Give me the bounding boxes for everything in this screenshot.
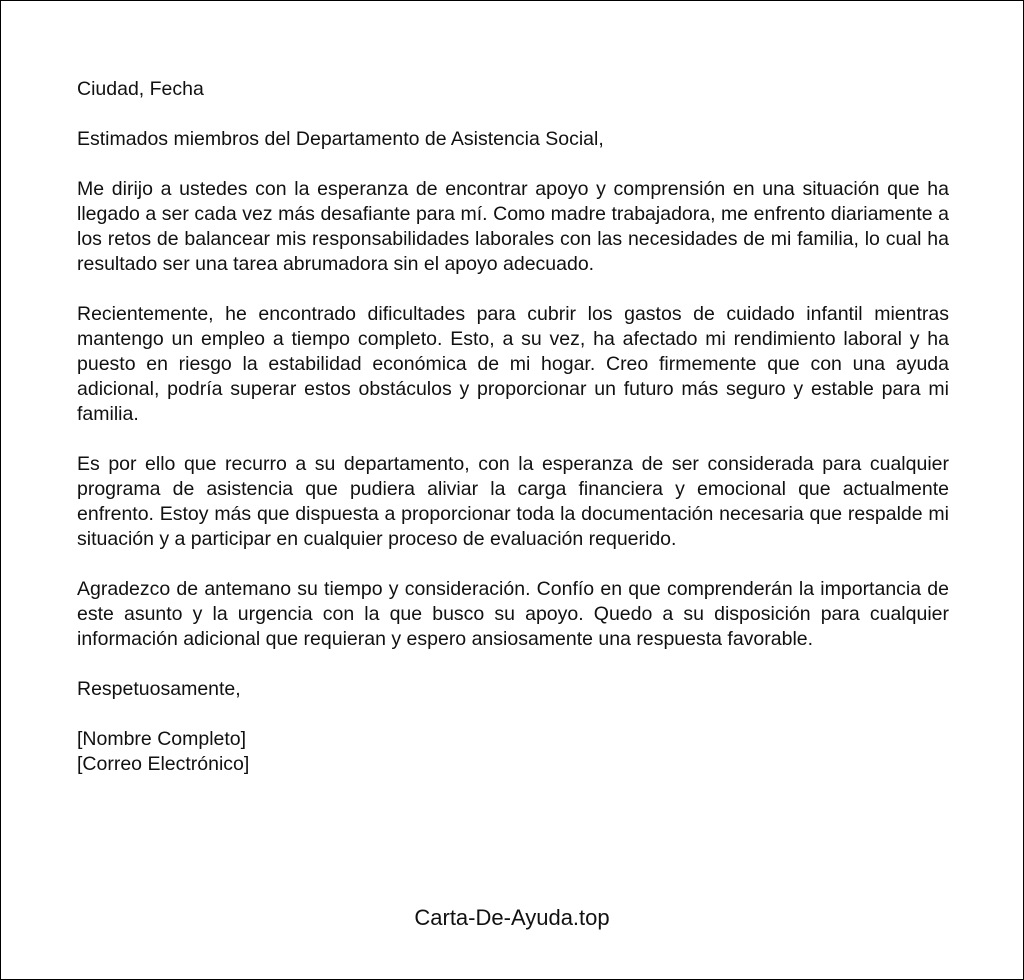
spacer: [77, 652, 949, 677]
spacer: [77, 152, 949, 177]
spacer: [77, 277, 949, 302]
letter-body: [77, 77, 949, 777]
paragraph-2: Recientemente, he encontrado dificultades para cubrir los gastos de cuidado infantil mientras mantengo un empleo a tiempo completo. Esto, a su vez, ha afectado mi rendimiento laboral y ha puesto en riesgo la estabilidad económica de mi hogar. Creo firmemente que con una ayuda adicional, podría superar estos obstáculos y proporcionar un futuro más seguro y estable para mi familia.: [77, 303, 949, 425]
spacer: [77, 702, 949, 727]
closing: Respetuosamente,: [77, 678, 241, 700]
salutation: Estimados miembros del Departamento de Asistencia Social,: [77, 128, 604, 150]
spacer: [77, 552, 949, 577]
spacer: [77, 427, 949, 452]
place-date: Ciudad, Fecha: [77, 78, 204, 100]
footer-site: Carta-De-Ayuda.top: [414, 905, 610, 930]
signature-block: [77, 727, 949, 777]
signature-name: [Nombre Completo]: [77, 728, 247, 750]
signature-email: [Correo Electrónico]: [77, 753, 250, 775]
paragraph-4: Agradezco de antemano su tiempo y consideración. Confío en que comprenderán la importancia de este asunto y la urgencia con la que busco su apoyo. Quedo a su disposición para cualquier información adicional que requieran y espero ansiosamente una respuesta favorable.: [77, 578, 949, 650]
paragraph-1: Me dirijo a ustedes con la esperanza de encontrar apoyo y comprensión en una situación que ha llegado a ser cada vez más desafiante para mí. Como madre trabajadora, me enfrento diariamente a los retos de balancear mis responsabilidades laborales con las necesidades de mi familia, lo cual ha resultado ser una tarea abrumadora sin el apoyo adecuado.: [77, 178, 949, 275]
spacer: [77, 102, 949, 127]
paragraph-3: Es por ello que recurro a su departamento, con la esperanza de ser considerada para cualquier programa de asistencia que pudiera aliviar la carga financiera y emocional que actualmente enfrento. Estoy más que dispuesta a proporcionar toda la documentación necesaria que respalde mi situación y a participar en cualquier proceso de evaluación requerido.: [77, 453, 949, 550]
